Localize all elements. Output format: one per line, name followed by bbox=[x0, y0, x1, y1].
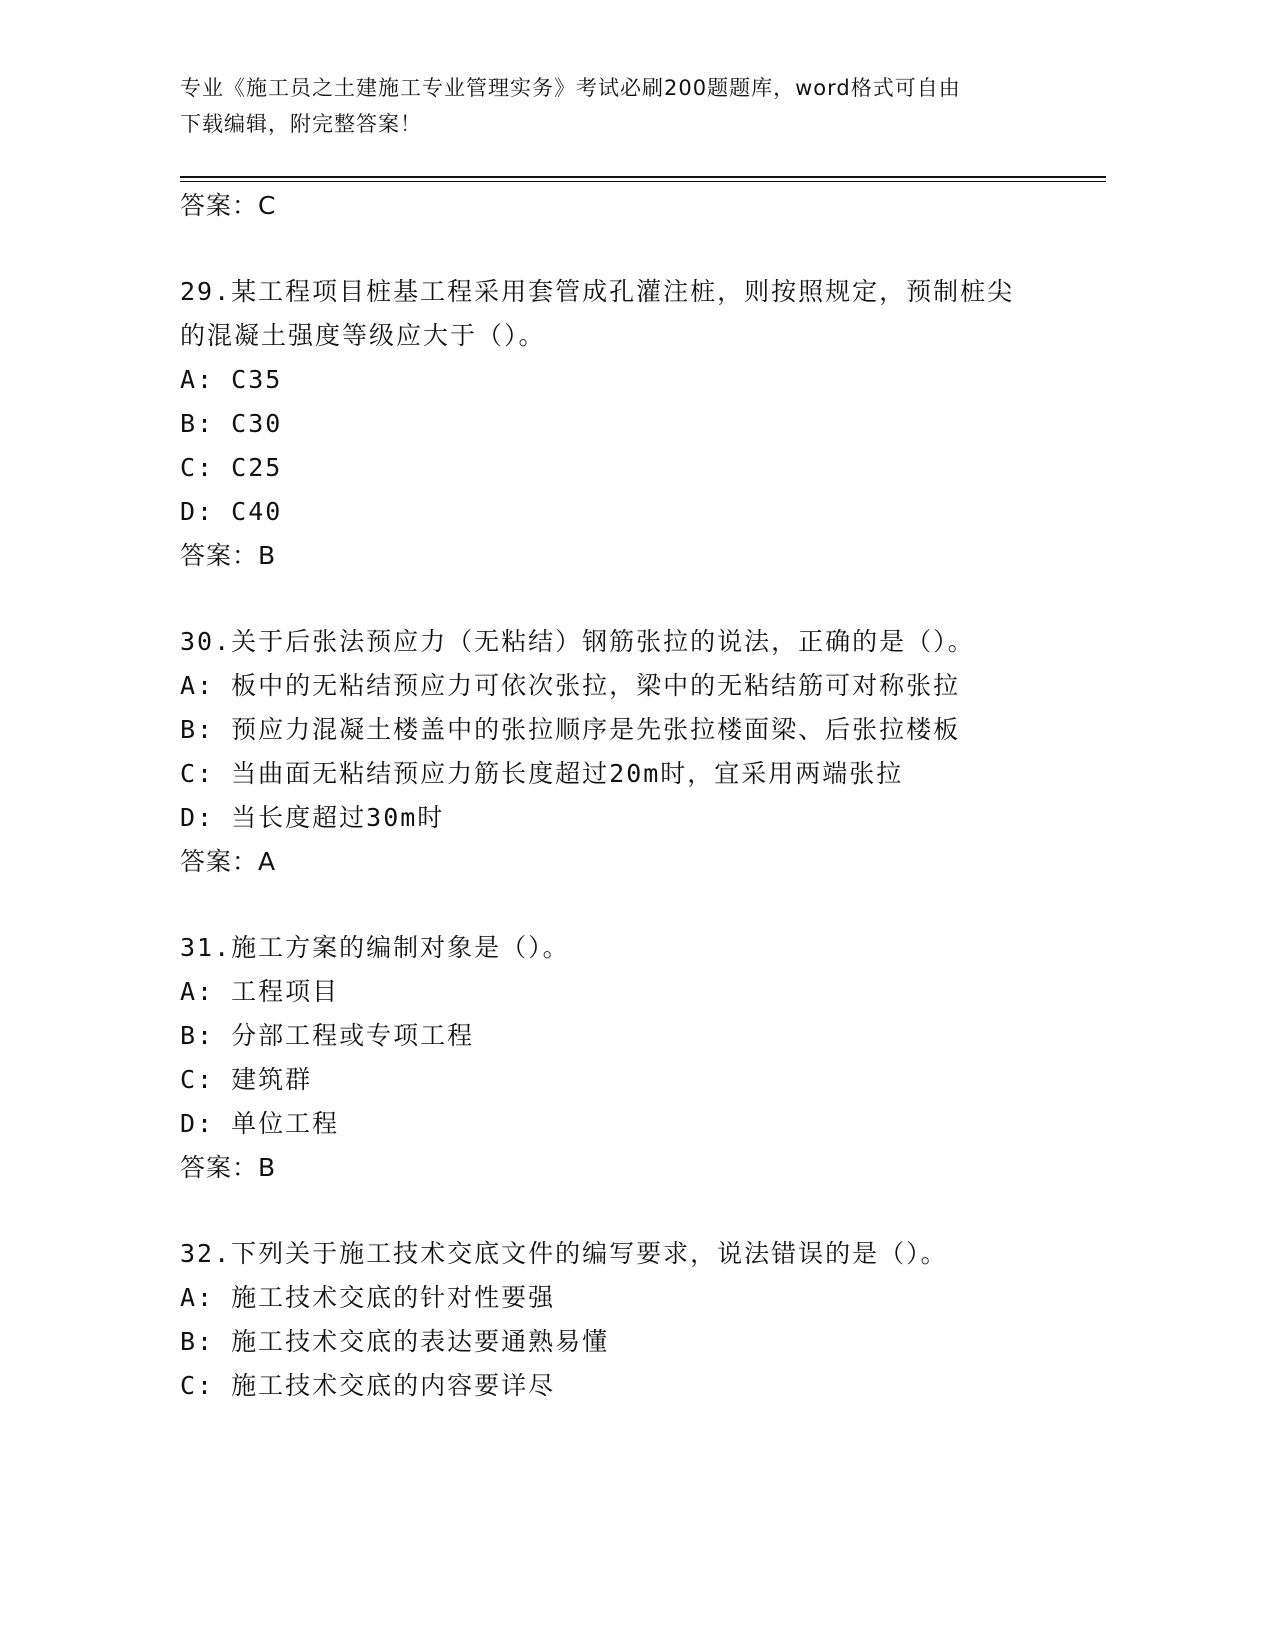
answer: 答案：B bbox=[180, 1153, 277, 1182]
header-line-1: 专业《施工员之土建施工专业管理实务》考试必刷200题题库，word格式可自由 bbox=[180, 76, 961, 100]
question-32 bbox=[180, 1232, 1080, 1408]
question-stem: 29.某工程项目桩基工程采用套管成孔灌注桩，则按照规定，预制桩尖 bbox=[180, 277, 1015, 306]
option-a: A: 板中的无粘结预应力可依次张拉，梁中的无粘结筋可对称张拉 bbox=[180, 671, 961, 700]
option-d: D: C40 bbox=[180, 497, 283, 526]
option-b: B: 分部工程或专项工程 bbox=[180, 1021, 475, 1050]
question-stem: 31.施工方案的编制对象是（）。 bbox=[180, 933, 570, 962]
page-header bbox=[180, 70, 1060, 142]
question-list bbox=[180, 184, 1080, 1408]
header-divider-thin bbox=[180, 181, 1106, 182]
answer: 答案：A bbox=[180, 847, 277, 876]
spacer bbox=[180, 1190, 1080, 1232]
option-d: D: 单位工程 bbox=[180, 1109, 340, 1138]
option-b: B: C30 bbox=[180, 409, 283, 438]
header-divider-thick bbox=[180, 176, 1106, 178]
option-c: C: C25 bbox=[180, 453, 283, 482]
option-c: C: 当曲面无粘结预应力筋长度超过20m时，宜采用两端张拉 bbox=[180, 759, 904, 788]
option-a: A: 施工技术交底的针对性要强 bbox=[180, 1283, 556, 1312]
option-d: D: 当长度超过30m时 bbox=[180, 803, 445, 832]
question-stem: 30.关于后张法预应力（无粘结）钢筋张拉的说法，正确的是（）。 bbox=[180, 627, 975, 656]
option-a: A: 工程项目 bbox=[180, 977, 340, 1006]
question-31 bbox=[180, 926, 1080, 1190]
option-c: C: 施工技术交底的内容要详尽 bbox=[180, 1371, 556, 1400]
spacer bbox=[180, 884, 1080, 926]
question-29 bbox=[180, 270, 1080, 578]
answer: 答案：B bbox=[180, 541, 277, 570]
question-30 bbox=[180, 620, 1080, 884]
spacer bbox=[180, 228, 1080, 270]
option-c: C: 建筑群 bbox=[180, 1065, 313, 1094]
option-a: A: C35 bbox=[180, 365, 283, 394]
header-line-2: 下载编辑，附完整答案！ bbox=[180, 112, 422, 136]
previous-answer: 答案：C bbox=[180, 191, 277, 220]
option-b: B: 施工技术交底的表达要通熟易懂 bbox=[180, 1327, 610, 1356]
option-b: B: 预应力混凝土楼盖中的张拉顺序是先张拉楼面梁、后张拉楼板 bbox=[180, 715, 961, 744]
question-stem: 的混凝土强度等级应大于（）。 bbox=[180, 321, 546, 350]
question-stem: 32.下列关于施工技术交底文件的编写要求，说法错误的是（）。 bbox=[180, 1239, 948, 1268]
spacer bbox=[180, 578, 1080, 620]
